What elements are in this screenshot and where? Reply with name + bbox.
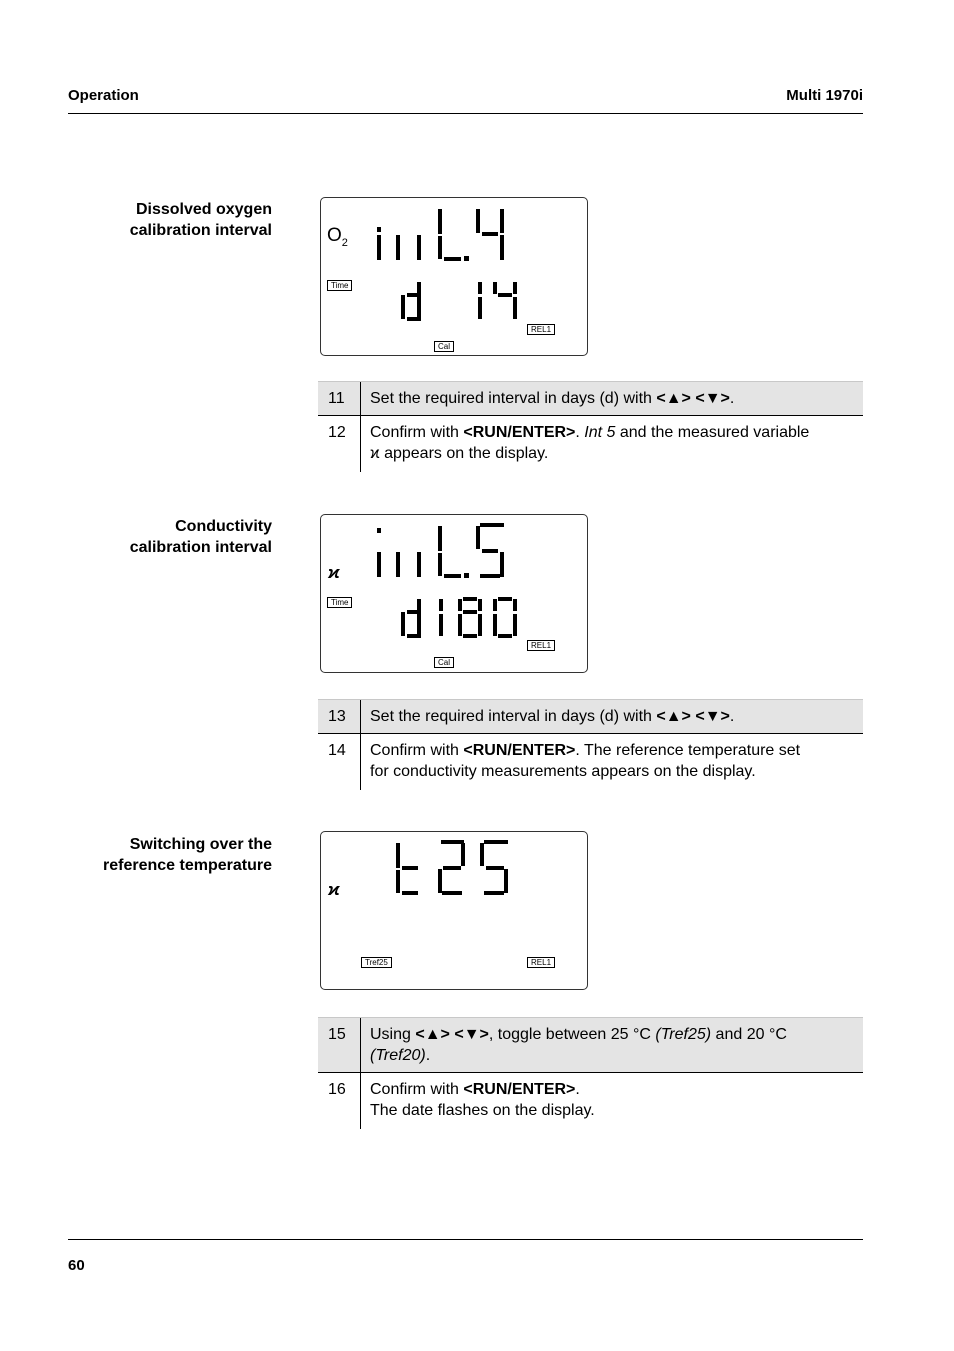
step-text: Set the required interval in days (d) with <▲> <▼>. (370, 708, 735, 725)
footer-rule (68, 1239, 863, 1240)
seg (417, 296, 421, 319)
seg (458, 614, 462, 636)
lcd-label-rel1: REL1 (527, 640, 555, 651)
step-number: 13 (318, 700, 361, 733)
step-list-reference-temperature (318, 1017, 863, 1129)
key-up: <▲> (415, 1026, 450, 1043)
oxygen-symbol: $O_2$ (327, 225, 348, 249)
seg (458, 599, 462, 611)
seg (498, 597, 512, 601)
seg (478, 297, 482, 319)
lcd-display-conductivity (320, 514, 588, 673)
step-row (318, 1017, 863, 1073)
seg (480, 574, 500, 578)
section-heading-conductivity (32, 516, 272, 558)
heading-line: calibration interval (129, 222, 272, 239)
seg (438, 236, 442, 259)
conductivity-symbol: ϰ (328, 880, 340, 899)
seg (443, 866, 461, 870)
key-down: <▼> (454, 1026, 489, 1043)
seg (417, 235, 421, 260)
step-text: Confirm with <RUN/ENTER>. The date flashes on the display. (370, 1081, 595, 1119)
seg (513, 614, 517, 636)
lcd-label-cal: Cal (434, 341, 454, 352)
seg (439, 614, 443, 636)
seg (493, 599, 497, 611)
step-list-oxygen (318, 381, 863, 472)
seg (500, 209, 504, 233)
seg (444, 257, 461, 261)
seg (377, 552, 381, 577)
seg (417, 552, 421, 577)
seg (480, 523, 504, 527)
section-heading-reference-temperature (32, 834, 272, 876)
seg (438, 209, 442, 234)
seg (463, 597, 477, 601)
seg (480, 843, 484, 866)
seg (482, 549, 498, 553)
seg (438, 869, 442, 893)
lcd-label-time: Time (327, 597, 352, 608)
seg (402, 891, 418, 895)
step-number: 11 (318, 382, 361, 415)
seg (484, 840, 508, 844)
step-number: 15 (318, 1018, 361, 1072)
seg (444, 574, 461, 578)
heading-line: Switching over the (129, 836, 272, 853)
seg (504, 869, 508, 893)
seg (486, 866, 504, 870)
seg (493, 614, 497, 636)
step-text: Set the required interval in days (d) with <▲> <▼>. (370, 390, 735, 407)
seg (438, 553, 442, 576)
seg (463, 610, 477, 614)
key-up: <▲> (656, 708, 691, 725)
seg (396, 235, 400, 260)
seg (464, 573, 469, 578)
section-heading-oxygen (32, 199, 272, 241)
seg (377, 528, 381, 533)
seg (493, 282, 497, 294)
step-row (318, 381, 863, 416)
key-run-enter: <RUN/ENTER> (463, 742, 576, 759)
seg (478, 599, 482, 611)
seg (463, 634, 477, 638)
seg (377, 235, 381, 260)
seg (396, 552, 400, 577)
lcd-label-cal: Cal (434, 657, 454, 668)
seg (464, 256, 469, 261)
heading-line: calibration interval (129, 539, 272, 556)
page-number: 60 (68, 1257, 85, 1274)
step-text: Using <▲> <▼>, toggle between 25 °C (Tref25) and 20 °C (Tref20). (370, 1026, 787, 1064)
lcd-label-rel1: REL1 (527, 957, 555, 968)
seg (461, 843, 465, 866)
seg (478, 282, 482, 294)
key-run-enter: <RUN/ENTER> (463, 424, 576, 441)
key-run-enter: <RUN/ENTER> (463, 1081, 576, 1098)
seg (377, 227, 381, 232)
step-row (318, 734, 863, 790)
seg (484, 891, 504, 895)
seg (500, 552, 504, 577)
step-row (318, 1073, 863, 1129)
step-text: Confirm with <RUN/ENTER>. The reference temperature set for conductivity measurements appears on the display. (370, 742, 801, 780)
seg (438, 526, 442, 551)
key-down: <▼> (695, 390, 730, 407)
header-product-name: Multi 1970i (786, 87, 863, 104)
seg (417, 613, 421, 636)
seg (498, 634, 512, 638)
step-number: 16 (318, 1073, 361, 1129)
seg (417, 599, 421, 612)
step-list-conductivity (318, 699, 863, 790)
conductivity-symbol: ϰ (328, 563, 340, 582)
heading-line: reference temperature (103, 857, 272, 874)
header-section-title: Operation (68, 87, 139, 104)
lcd-display-tref (320, 831, 588, 990)
heading-line: Conductivity (175, 518, 272, 535)
seg (401, 612, 405, 636)
seg (417, 282, 421, 295)
lcd-label-time: Time (327, 280, 352, 291)
lcd-label-tref25: Tref25 (361, 957, 392, 968)
lcd-display-oxygen (320, 197, 588, 356)
step-text: Confirm with <RUN/ENTER>. Int 5 and the measured variable ϰ appears on the display. (370, 424, 810, 462)
seg (439, 599, 443, 611)
seg (476, 209, 480, 233)
step-row (318, 699, 863, 734)
key-up: <▲> (656, 390, 691, 407)
lcd-label-rel1: REL1 (527, 324, 555, 335)
seg (513, 282, 517, 294)
step-number: 12 (318, 416, 361, 472)
seg (476, 526, 480, 549)
heading-line: Dissolved oxygen (135, 201, 272, 218)
seg (442, 891, 462, 895)
seg (513, 599, 517, 611)
key-down: <▼> (695, 708, 730, 725)
seg (482, 232, 498, 236)
seg (396, 870, 400, 893)
header-rule (68, 113, 863, 114)
conductivity-symbol: ϰ (370, 445, 380, 462)
step-number: 14 (318, 734, 361, 790)
seg (478, 614, 482, 636)
seg (500, 235, 504, 260)
seg (402, 866, 418, 870)
seg (396, 843, 400, 868)
seg (513, 297, 517, 319)
seg (498, 293, 512, 297)
step-row (318, 416, 863, 472)
seg (441, 840, 464, 844)
seg (401, 295, 405, 319)
